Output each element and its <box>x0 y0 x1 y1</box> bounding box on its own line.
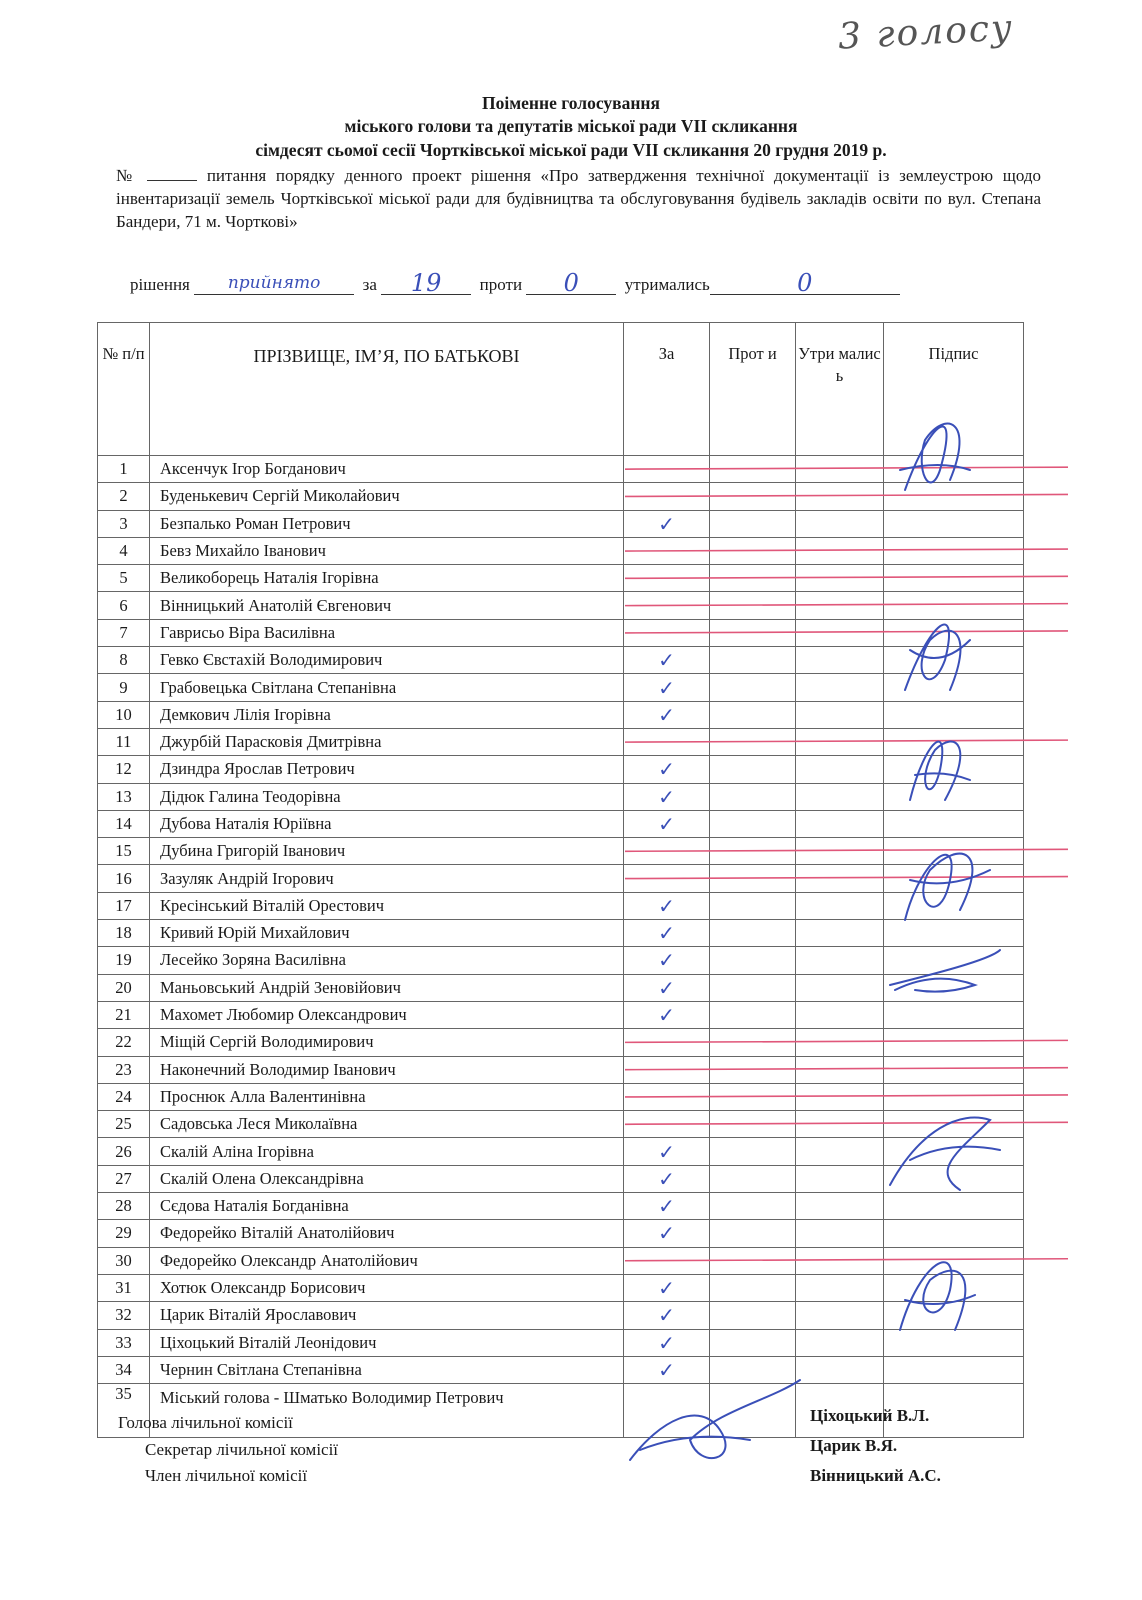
vote-against-cell <box>710 1247 796 1274</box>
vote-abstain-cell <box>796 838 884 865</box>
vote-against-cell <box>710 756 796 783</box>
member-name: Кривий Юрій Михайлович <box>150 920 624 947</box>
vote-against-cell <box>710 1138 796 1165</box>
vote-against-cell <box>710 1193 796 1220</box>
vote-for-cell <box>624 1001 710 1028</box>
signature-cell <box>884 483 1024 510</box>
vote-for-cell <box>624 592 710 619</box>
vote-against-cell <box>710 920 796 947</box>
signature-cell <box>884 838 1024 865</box>
table-row <box>98 892 1024 919</box>
commission-secretary-name: Царик В.Я. <box>810 1436 898 1455</box>
signature-cell <box>884 892 1024 919</box>
row-number: 27 <box>98 1165 150 1192</box>
vote-against-cell <box>710 1111 796 1138</box>
vote-abstain-cell <box>796 1247 884 1274</box>
result-line <box>130 269 1030 297</box>
member-name: Кресінський Віталій Орестович <box>150 892 624 919</box>
signature-cell <box>884 1083 1024 1110</box>
vote-against-cell <box>710 1165 796 1192</box>
against-value: 0 <box>526 272 616 295</box>
checkmark-icon: ✓ <box>658 1139 675 1164</box>
member-name: Міщій Сергій Володимирович <box>150 1029 624 1056</box>
vote-against-cell <box>710 1001 796 1028</box>
table-row <box>98 565 1024 592</box>
row-number: 15 <box>98 838 150 865</box>
row-number: 6 <box>98 592 150 619</box>
signature-cell <box>884 810 1024 837</box>
vote-abstain-cell <box>796 892 884 919</box>
vote-against-cell <box>710 674 796 701</box>
signature-cell <box>884 947 1024 974</box>
table-row <box>98 1165 1024 1192</box>
signature-cell <box>884 1220 1024 1247</box>
col-header-for: За <box>624 323 710 456</box>
row-number: 23 <box>98 1056 150 1083</box>
vote-abstain-cell <box>796 565 884 592</box>
vote-abstain-cell <box>796 510 884 537</box>
vote-against-cell <box>710 1056 796 1083</box>
checkmark-icon: ✓ <box>658 1194 675 1219</box>
commission-chair-name: Ціхоцький В.Л. <box>810 1406 930 1425</box>
checkmark-icon: ✓ <box>658 812 675 836</box>
vote-for-cell <box>624 974 710 1001</box>
table-row <box>98 1220 1024 1247</box>
agenda-item <box>116 164 1041 233</box>
row-number: 13 <box>98 783 150 810</box>
row-number: 20 <box>98 974 150 1001</box>
vote-for-cell <box>624 1274 710 1301</box>
vote-for-cell <box>624 865 710 892</box>
signature-cell <box>884 647 1024 674</box>
vote-against-cell <box>710 1329 796 1356</box>
signature-cell <box>884 592 1024 619</box>
agenda-number-label: № <box>116 166 138 185</box>
agenda-number-blank <box>147 180 197 181</box>
member-name: Скалій Олена Олександрівна <box>150 1165 624 1192</box>
member-name: Дубина Григорій Іванович <box>150 838 624 865</box>
vote-for-cell <box>624 810 710 837</box>
vote-for-cell <box>624 1247 710 1274</box>
abstain-label: утримались <box>624 275 710 294</box>
col-header-against: Прот и <box>710 323 796 456</box>
for-value: 19 <box>381 272 471 295</box>
vote-against-cell <box>710 838 796 865</box>
vote-against-cell <box>710 1274 796 1301</box>
checkmark-icon: ✓ <box>658 648 675 673</box>
table-header-row <box>98 323 1024 456</box>
vote-abstain-cell <box>796 1001 884 1028</box>
signature-cell <box>884 1193 1024 1220</box>
decision-label: рішення <box>130 275 190 294</box>
checkmark-icon: ✓ <box>658 757 675 782</box>
row-number: 28 <box>98 1193 150 1220</box>
table-row <box>98 728 1024 755</box>
vote-against-cell <box>710 974 796 1001</box>
vote-against-cell <box>710 783 796 810</box>
signature-cell <box>884 1274 1024 1301</box>
row-number: 32 <box>98 1302 150 1329</box>
vote-abstain-cell <box>796 1220 884 1247</box>
checkmark-icon: ✓ <box>658 893 675 918</box>
table-row <box>98 1302 1024 1329</box>
member-name: Ціхоцький Віталій Леонідович <box>150 1329 624 1356</box>
member-name: Дубова Наталія Юріївна <box>150 810 624 837</box>
row-number: 2 <box>98 483 150 510</box>
signature-cell <box>884 1001 1024 1028</box>
vote-abstain-cell <box>796 1138 884 1165</box>
row-number: 5 <box>98 565 150 592</box>
table-row <box>98 1001 1024 1028</box>
member-name: Дідюк Галина Теодорівна <box>150 783 624 810</box>
vote-for-cell <box>624 1220 710 1247</box>
checkmark-icon: ✓ <box>658 1330 675 1355</box>
vote-against-cell <box>710 592 796 619</box>
vote-abstain-cell <box>796 783 884 810</box>
checkmark-icon: ✓ <box>658 1221 675 1246</box>
member-name: Гаврисьо Віра Василівна <box>150 619 624 646</box>
table-row <box>98 1029 1024 1056</box>
signature-cell <box>884 1302 1024 1329</box>
vote-for-cell <box>624 783 710 810</box>
commission-member-name: Вінницький А.С. <box>810 1466 941 1485</box>
table-row <box>98 592 1024 619</box>
checkmark-icon: ✓ <box>658 511 675 536</box>
signature-cell <box>884 1111 1024 1138</box>
for-label: за <box>362 275 377 294</box>
vote-abstain-cell <box>796 865 884 892</box>
member-name: Сєдова Наталія Богданівна <box>150 1193 624 1220</box>
member-name: Джурбій Парасковія Дмитрівна <box>150 728 624 755</box>
table-row <box>98 1193 1024 1220</box>
vote-abstain-cell <box>796 756 884 783</box>
vote-against-cell <box>710 701 796 728</box>
table-row <box>98 647 1024 674</box>
session-line: сімдесят сьомої сесії Чортківської міської ради VII скликання 20 грудня 2019 р. <box>255 140 887 160</box>
col-header-number: № п/п <box>98 323 150 456</box>
row-number: 35 <box>98 1384 150 1438</box>
vote-against-cell <box>710 810 796 837</box>
signature-cell <box>884 974 1024 1001</box>
vote-abstain-cell <box>796 619 884 646</box>
vote-abstain-cell <box>796 947 884 974</box>
vote-for-cell <box>624 838 710 865</box>
table-row <box>98 756 1024 783</box>
commission-chair-label: Голова лічильної комісії <box>118 1413 293 1432</box>
vote-abstain-cell <box>796 1302 884 1329</box>
checkmark-icon: ✓ <box>658 921 675 946</box>
abstain-value: 0 <box>710 272 900 295</box>
member-name: Дзиндра Ярослав Петрович <box>150 756 624 783</box>
vote-for-cell <box>624 456 710 483</box>
document-title: Поіменне голосування <box>482 93 660 113</box>
col-header-abstain: Утри малис ь <box>796 323 884 456</box>
vote-for-cell <box>624 1193 710 1220</box>
checkmark-icon: ✓ <box>658 1276 675 1301</box>
row-number: 9 <box>98 674 150 701</box>
vote-abstain-cell <box>796 728 884 755</box>
vote-abstain-cell <box>796 592 884 619</box>
member-name: Хотюк Олександр Борисович <box>150 1274 624 1301</box>
vote-abstain-cell <box>796 701 884 728</box>
vote-for-cell <box>624 1329 710 1356</box>
vote-abstain-cell <box>796 456 884 483</box>
vote-for-cell <box>624 1138 710 1165</box>
row-number: 3 <box>98 510 150 537</box>
vote-against-cell <box>710 1384 796 1438</box>
checkmark-icon: ✓ <box>658 784 675 809</box>
table-row <box>98 510 1024 537</box>
signature-cell <box>884 783 1024 810</box>
table-row <box>98 537 1024 564</box>
vote-against-cell <box>710 1302 796 1329</box>
checkmark-icon: ✓ <box>658 1357 675 1382</box>
vote-against-cell <box>710 456 796 483</box>
signature-cell <box>884 1247 1024 1274</box>
commission-member-label: Член лічильної комісії <box>145 1466 308 1485</box>
member-name: Бевз Михайло Іванович <box>150 537 624 564</box>
member-name: Наконечний Володимир Іванович <box>150 1056 624 1083</box>
vote-against-cell <box>710 1029 796 1056</box>
table-row <box>98 674 1024 701</box>
table-row <box>98 1247 1024 1274</box>
member-name: Міський голова - Шматько Володимир Петрович <box>150 1384 624 1438</box>
checkmark-icon: ✓ <box>658 1303 675 1328</box>
table-row <box>98 1083 1024 1110</box>
vote-for-cell <box>624 1029 710 1056</box>
vote-abstain-cell <box>796 1029 884 1056</box>
table-row <box>98 1111 1024 1138</box>
member-name: Федорейко Віталій Анатолійович <box>150 1220 624 1247</box>
table-row <box>98 947 1024 974</box>
signature-cell <box>884 865 1024 892</box>
row-number: 17 <box>98 892 150 919</box>
member-name: Маньовський Андрій Зеновійович <box>150 974 624 1001</box>
checkmark-icon: ✓ <box>658 702 675 727</box>
row-number: 1 <box>98 456 150 483</box>
row-number: 11 <box>98 728 150 755</box>
signature-cell <box>884 1165 1024 1192</box>
row-number: 14 <box>98 810 150 837</box>
member-name: Скалій Аліна Ігорівна <box>150 1138 624 1165</box>
member-name: Проснюк Алла Валентинівна <box>150 1083 624 1110</box>
table-row <box>98 1329 1024 1356</box>
vote-for-cell <box>624 483 710 510</box>
signature-cell <box>884 701 1024 728</box>
vote-abstain-cell <box>796 1274 884 1301</box>
signature-cell <box>884 920 1024 947</box>
signature-cell <box>884 510 1024 537</box>
signature-cell <box>884 1138 1024 1165</box>
vote-abstain-cell <box>796 1083 884 1110</box>
vote-against-cell <box>710 537 796 564</box>
vote-abstain-cell <box>796 810 884 837</box>
member-name: Садовська Леся Миколаївна <box>150 1111 624 1138</box>
vote-for-cell <box>624 647 710 674</box>
row-number: 25 <box>98 1111 150 1138</box>
member-name: Гевко Євстахій Володимирович <box>150 647 624 674</box>
vote-table <box>97 322 1024 1438</box>
vote-abstain-cell <box>796 483 884 510</box>
signature-cell <box>884 1356 1024 1383</box>
vote-for-cell <box>624 920 710 947</box>
agenda-text: питання порядку денного проект рішення «Про затвердження технічної документації із землеустрою щодо інвентаризації земель Чортківської міської ради для будівництва та обслуговування будівель закладів освіти по вул. Степана Бандери, 71 м. Чорткові» <box>116 166 1041 231</box>
row-number: 24 <box>98 1083 150 1110</box>
row-number: 4 <box>98 537 150 564</box>
document-subtitle: міського голови та депутатів міської ради VII скликання <box>344 116 798 136</box>
vote-for-cell <box>624 892 710 919</box>
vote-abstain-cell <box>796 674 884 701</box>
handwritten-note: 3 голосу <box>837 7 1015 58</box>
checkmark-icon: ✓ <box>658 1003 675 1028</box>
vote-abstain-cell <box>796 1193 884 1220</box>
table-row <box>98 865 1024 892</box>
member-name: Вінницький Анатолій Євгенович <box>150 592 624 619</box>
vote-for-cell <box>624 1302 710 1329</box>
checkmark-icon: ✓ <box>658 948 675 973</box>
vote-abstain-cell <box>796 1329 884 1356</box>
vote-for-cell <box>624 756 710 783</box>
signature-cell <box>884 1029 1024 1056</box>
row-number: 16 <box>98 865 150 892</box>
row-number: 18 <box>98 920 150 947</box>
commission-secretary-label: Секретар лічильної комісії <box>145 1440 339 1459</box>
member-name: Великоборець Наталія Ігорівна <box>150 565 624 592</box>
checkmark-icon: ✓ <box>658 675 675 700</box>
signature-cell <box>884 1056 1024 1083</box>
vote-for-cell <box>624 1083 710 1110</box>
against-label: проти <box>479 275 523 294</box>
checkmark-icon: ✓ <box>658 1166 675 1191</box>
vote-against-cell <box>710 565 796 592</box>
vote-for-cell <box>624 1056 710 1083</box>
vote-against-cell <box>710 619 796 646</box>
col-header-name: ПРІЗВИЩЕ, ІМ’Я, ПО БАТЬКОВІ <box>150 323 624 456</box>
member-name: Грабовецька Світлана Степанівна <box>150 674 624 701</box>
vote-for-cell <box>624 1356 710 1383</box>
table-row <box>98 1356 1024 1383</box>
signature-cell <box>884 619 1024 646</box>
vote-for-cell <box>624 565 710 592</box>
vote-abstain-cell <box>796 537 884 564</box>
table-row <box>98 810 1024 837</box>
row-number: 26 <box>98 1138 150 1165</box>
member-name: Махомет Любомир Олександрович <box>150 1001 624 1028</box>
vote-against-cell <box>710 1220 796 1247</box>
table-row <box>98 619 1024 646</box>
vote-abstain-cell <box>796 1356 884 1383</box>
vote-abstain-cell <box>796 1056 884 1083</box>
table-row <box>98 783 1024 810</box>
vote-against-cell <box>710 892 796 919</box>
vote-for-cell <box>624 537 710 564</box>
signature-cell <box>884 674 1024 701</box>
row-number: 7 <box>98 619 150 646</box>
row-number: 33 <box>98 1329 150 1356</box>
vote-against-cell <box>710 865 796 892</box>
row-number: 8 <box>98 647 150 674</box>
checkmark-icon: ✓ <box>658 975 675 1000</box>
row-number: 31 <box>98 1274 150 1301</box>
row-number: 10 <box>98 701 150 728</box>
col-header-signature: Підпис <box>884 323 1024 456</box>
vote-for-cell <box>624 728 710 755</box>
row-number: 12 <box>98 756 150 783</box>
member-name: Буденькевич Сергій Миколайович <box>150 483 624 510</box>
table-row <box>98 456 1024 483</box>
signature-cell <box>884 1329 1024 1356</box>
table-row <box>98 838 1024 865</box>
table-row <box>98 974 1024 1001</box>
vote-abstain-cell <box>796 974 884 1001</box>
signature-cell <box>884 728 1024 755</box>
signature-cell <box>884 565 1024 592</box>
table-row <box>98 920 1024 947</box>
row-number: 19 <box>98 947 150 974</box>
member-name: Царик Віталій Ярославович <box>150 1302 624 1329</box>
vote-for-cell <box>624 701 710 728</box>
vote-abstain-cell <box>796 647 884 674</box>
vote-abstain-cell <box>796 1111 884 1138</box>
row-number: 22 <box>98 1029 150 1056</box>
vote-for-cell <box>624 947 710 974</box>
table-row <box>98 1056 1024 1083</box>
vote-against-cell <box>710 647 796 674</box>
vote-against-cell <box>710 483 796 510</box>
vote-against-cell <box>710 510 796 537</box>
signature-cell <box>884 537 1024 564</box>
vote-for-cell <box>624 1165 710 1192</box>
member-name: Зазуляк Андрій Ігорович <box>150 865 624 892</box>
vote-for-cell <box>624 619 710 646</box>
signature-cell <box>884 756 1024 783</box>
vote-for-cell <box>624 1384 710 1438</box>
vote-for-cell <box>624 1111 710 1138</box>
row-number: 34 <box>98 1356 150 1383</box>
vote-against-cell <box>710 947 796 974</box>
member-name: Безпалько Роман Петрович <box>150 510 624 537</box>
decision-value: прийнято <box>194 272 354 295</box>
table-row <box>98 483 1024 510</box>
signature-cell <box>884 456 1024 483</box>
table-row <box>98 1138 1024 1165</box>
member-name: Чернин Світлана Степанівна <box>150 1356 624 1383</box>
row-number: 30 <box>98 1247 150 1274</box>
vote-against-cell <box>710 728 796 755</box>
member-name: Лесейко Зоряна Василівна <box>150 947 624 974</box>
vote-for-cell <box>624 674 710 701</box>
table-row <box>98 701 1024 728</box>
member-name: Аксенчук Ігор Богданович <box>150 456 624 483</box>
row-number: 21 <box>98 1001 150 1028</box>
member-name: Федорейко Олександр Анатолійович <box>150 1247 624 1274</box>
member-name: Демкович Лілія Ігорівна <box>150 701 624 728</box>
table-row <box>98 1274 1024 1301</box>
vote-abstain-cell <box>796 920 884 947</box>
vote-against-cell <box>710 1356 796 1383</box>
row-number: 29 <box>98 1220 150 1247</box>
vote-for-cell <box>624 510 710 537</box>
vote-abstain-cell <box>796 1165 884 1192</box>
vote-against-cell <box>710 1083 796 1110</box>
